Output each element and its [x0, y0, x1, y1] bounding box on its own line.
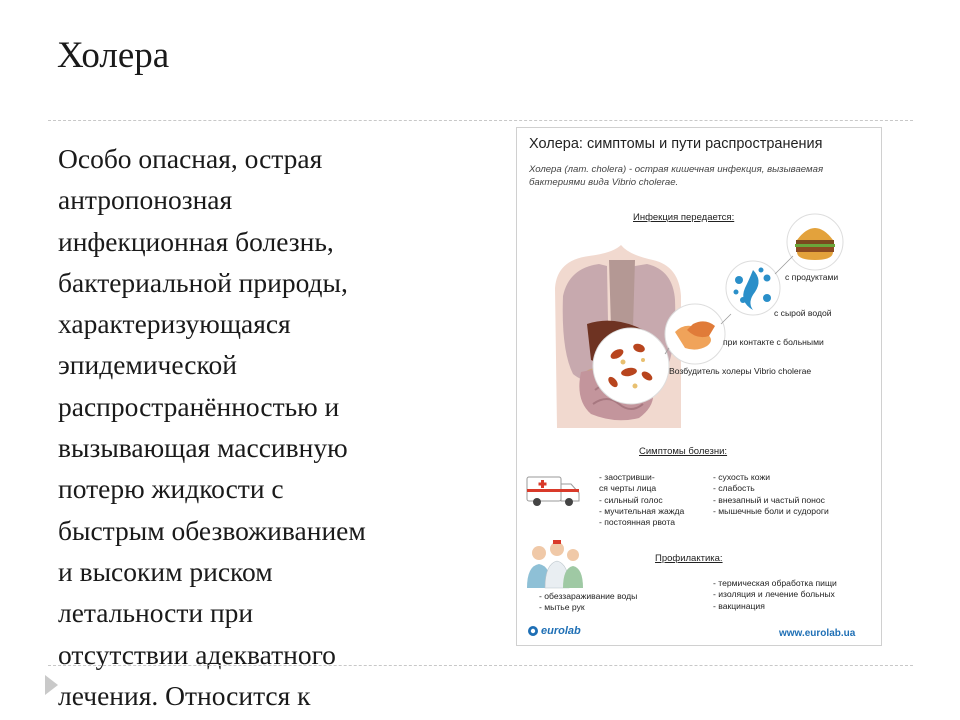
list-item: - сильный голос [599, 494, 663, 505]
doctors-icon [527, 540, 583, 588]
cholera-infographic [516, 127, 882, 646]
handshake-circle [665, 304, 725, 364]
symptoms-list-left [599, 472, 684, 528]
list-item: - мучительная жажда [599, 505, 685, 516]
list-item: - слабость [713, 483, 755, 494]
pathogen-label: Возбудитель холеры Vibrio cholerae [669, 366, 812, 376]
body-line: Особо опасная, острая [58, 143, 323, 174]
slide-body-text [58, 138, 458, 716]
eurolab-logo-icon [528, 626, 538, 636]
list-item: - обеззараживание воды [539, 591, 638, 601]
transmission-heading: Инфекция передается: [633, 212, 735, 223]
eurolab-logo: eurolab [541, 625, 581, 637]
body-line: инфекционная болезнь, [58, 225, 334, 257]
body-line: лечения. Относится к [58, 679, 311, 711]
transmission-water-label: с сырой водой [774, 308, 832, 318]
list-item: - заостривши- [599, 472, 655, 482]
water-circle [726, 261, 780, 315]
list-item: - мытье рук [539, 602, 585, 613]
divider-bottom [48, 665, 913, 666]
body-line: отсутствии адекватного [58, 638, 336, 670]
body-line: и высоким риском [58, 555, 273, 587]
body-line: потерю жидкости с [58, 473, 284, 505]
slide-bullet-arrow-icon [45, 675, 58, 695]
pathogen-magnified-circle [593, 328, 669, 404]
divider-top [48, 120, 913, 121]
prevention-list-left [539, 591, 637, 614]
prevention-list-right [713, 578, 837, 612]
list-item: - вакцинация [713, 600, 765, 611]
transmission-food-label: с продуктами [785, 272, 839, 282]
list-item: - термическая обработка пищи [713, 578, 837, 588]
symptoms-list-right [713, 472, 829, 517]
transmission-contact-label: при контакте с больными [723, 337, 824, 347]
body-line: летальности при [58, 597, 254, 629]
body-line: быстрым обезвоживанием [58, 514, 366, 546]
body-line: антропонозная [58, 184, 233, 216]
list-item: - изоляция и лечение больных [713, 589, 835, 600]
ambulance-icon [527, 477, 579, 506]
slide-title: Холера [57, 35, 170, 76]
body-line: характеризующаяся [58, 308, 291, 340]
symptoms-heading: Симптомы болезни: [639, 446, 728, 457]
cholera-definition: Холера (лат. cholera) - острая кишечная инфекция, вызываемая бактериями вида Vibrio cholerae. [529, 164, 824, 188]
list-item: - внезапный и частый понос [713, 494, 825, 505]
website-link[interactable]: www.eurolab.ua [779, 628, 856, 639]
list-item: - сухость кожи [713, 472, 771, 482]
list-item: - мышечные боли и судороги [713, 505, 829, 516]
body-line: распространённостью и [58, 390, 340, 422]
infographic-title: Холера: симптомы и пути распространения [529, 136, 823, 152]
prevention-heading: Профилактика: [655, 553, 723, 564]
list-item: ся черты лица [599, 483, 657, 494]
body-line: вызывающая массивную [58, 432, 348, 464]
list-item: - постоянная рвота [599, 517, 676, 528]
body-line: бактериальной природы, [58, 266, 348, 298]
infographic-illustrations [517, 128, 881, 645]
food-circle [787, 214, 843, 270]
body-line: эпидемической [58, 349, 237, 381]
